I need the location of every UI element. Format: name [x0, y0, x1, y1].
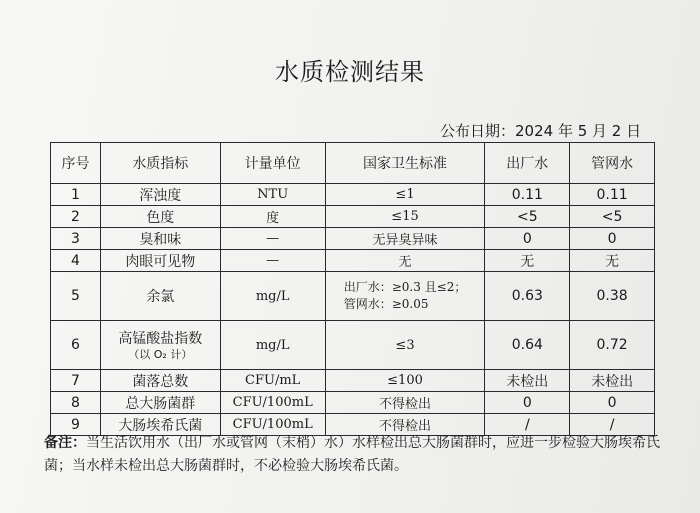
cell-indicator: 菌落总数	[100, 370, 220, 392]
cell-indicator	[100, 321, 220, 370]
cell-network: 0	[570, 392, 655, 414]
cell-no: 4	[51, 250, 101, 272]
cell-no: 3	[51, 228, 101, 250]
cell-factory: /	[485, 414, 570, 436]
table-row	[51, 206, 655, 228]
page-title: 水质检测结果	[275, 58, 425, 86]
cell-unit: —	[220, 250, 325, 272]
publish-date: 公布日期：2024 年 5 月 2 日	[440, 122, 642, 140]
table-row	[51, 184, 655, 206]
header-factory-water: 出厂水	[485, 143, 570, 184]
cell-factory: 0.64	[485, 321, 570, 370]
cell-standard: 不得检出	[325, 414, 485, 436]
cell-indicator: 余氯	[100, 272, 220, 321]
results-table	[50, 142, 655, 436]
cell-network: /	[570, 414, 655, 436]
table-row	[51, 321, 655, 370]
cell-standard	[325, 272, 485, 321]
cell-standard: ≤100	[325, 370, 485, 392]
cell-factory: 0.11	[485, 184, 570, 206]
header-unit: 计量单位	[220, 143, 325, 184]
cell-indicator: 总大肠菌群	[100, 392, 220, 414]
cell-unit: CFU/mL	[220, 370, 325, 392]
cell-standard: ≤3	[325, 321, 485, 370]
cell-unit: mg/L	[220, 272, 325, 321]
table-row	[51, 272, 655, 321]
footnote-text: 当生活饮用水（出厂水或管网（末梢）水）水样检出总大肠菌群时，应进一步检验大肠埃希氏菌；当水样未检出总大肠菌群时，不必检验大肠埃希氏菌。	[44, 435, 660, 474]
cell-network: 无	[570, 250, 655, 272]
cell-factory: 无	[485, 250, 570, 272]
cell-no: 1	[51, 184, 101, 206]
footnote-label: 备注：	[44, 435, 86, 451]
table-header-row	[51, 143, 655, 184]
standard-multiline	[344, 279, 467, 313]
cell-unit: CFU/100mL	[220, 392, 325, 414]
cell-factory: 0	[485, 228, 570, 250]
cell-unit: CFU/100mL	[220, 414, 325, 436]
header-standard: 国家卫生标准	[325, 143, 485, 184]
cell-standard: 无异臭异味	[325, 228, 485, 250]
cell-standard: ≤15	[325, 206, 485, 228]
cell-standard: 无	[325, 250, 485, 272]
cell-indicator: 浑浊度	[100, 184, 220, 206]
table-row	[51, 250, 655, 272]
cell-no: 8	[51, 392, 101, 414]
cell-network: 0	[570, 228, 655, 250]
header-network-water: 管网水	[570, 143, 655, 184]
cell-unit: NTU	[220, 184, 325, 206]
table-row	[51, 370, 655, 392]
cell-standard: 不得检出	[325, 392, 485, 414]
indicator-name: 高锰酸盐指数	[118, 331, 203, 347]
cell-standard: ≤1	[325, 184, 485, 206]
cell-indicator: 色度	[100, 206, 220, 228]
cell-network: 0.11	[570, 184, 655, 206]
footnote	[44, 432, 664, 478]
cell-network: 0.38	[570, 272, 655, 321]
cell-indicator: 大肠埃希氏菌	[100, 414, 220, 436]
cell-unit: 度	[220, 206, 325, 228]
table-row	[51, 228, 655, 250]
cell-factory: 0	[485, 392, 570, 414]
header-indicator: 水质指标	[100, 143, 220, 184]
cell-no: 7	[51, 370, 101, 392]
header-no: 序号	[51, 143, 101, 184]
standard-line-2: 管网水：≥0.05	[343, 297, 429, 311]
cell-network: <5	[570, 206, 655, 228]
table-row	[51, 392, 655, 414]
cell-unit: mg/L	[220, 321, 325, 370]
cell-unit: —	[220, 228, 325, 250]
cell-factory: 0.63	[485, 272, 570, 321]
cell-no: 9	[51, 414, 101, 436]
cell-no: 2	[51, 206, 101, 228]
cell-network: 未检出	[570, 370, 655, 392]
standard-line-1: 出厂水：≥0.3 且≤2；	[343, 280, 467, 294]
cell-network: 0.72	[570, 321, 655, 370]
cell-indicator: 臭和味	[100, 228, 220, 250]
cell-factory: <5	[485, 206, 570, 228]
cell-no: 5	[51, 272, 101, 321]
indicator-subnote: （以 O₂ 计）	[128, 348, 193, 361]
cell-factory: 未检出	[485, 370, 570, 392]
cell-indicator: 肉眼可见物	[100, 250, 220, 272]
cell-no: 6	[51, 321, 101, 370]
